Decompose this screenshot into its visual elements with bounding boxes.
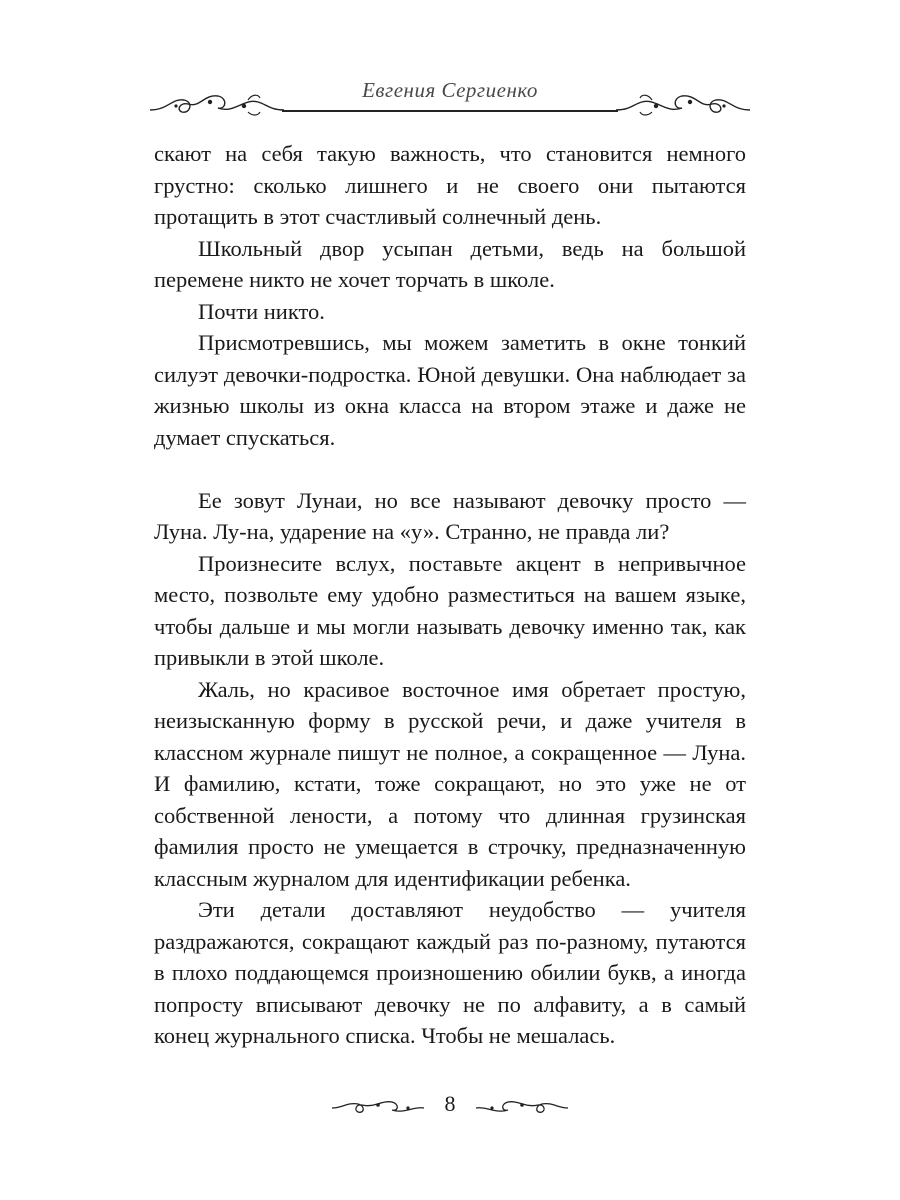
page-footer bbox=[330, 1086, 570, 1130]
paragraph: Почти никто. bbox=[198, 298, 325, 324]
paragraph: Присмотревшись, мы можем заметить в окне тонкий силуэт девочки-подростка. Юной девушки. Она наблюдает за жизнью школы из окна класса на втором этаже и даже не думает спускаться. bbox=[154, 330, 746, 450]
running-header bbox=[148, 66, 752, 136]
body-text bbox=[154, 138, 746, 1052]
footer-flourish-right-icon bbox=[474, 1094, 570, 1118]
author-name: Евгения Сергиенко bbox=[362, 78, 538, 102]
paragraph: Ее зовут Лунаи, но все называют девочку просто — Луна. Лу-на, ударение на «у». Странно, не правда ли? bbox=[154, 487, 746, 544]
paragraph: Произнесите вслух, поставьте акцент в непривычное место, позвольте ему удобно разместиться на вашем языке, чтобы дальше и мы могли называть девочку именно так, как привыкли в этой школе. bbox=[154, 550, 746, 670]
paragraph: Школьный двор усыпан детьми, ведь на большой перемене никто не хочет торчать в школе. bbox=[154, 235, 746, 292]
paragraph: Жаль, но красивое восточное имя обретает простую, неизысканную форму в русской речи, и даже учителя в классном журнале пишут не полное, а сокращенное — Луна. И фамилию, кстати, тоже сокращают, но это уже не от собственной лености, а потому что длинная грузинская фамилия просто не умещается в строчку, предназначенную классным журналом для идентификации ребенка. bbox=[154, 676, 746, 891]
page-number: 8 bbox=[444, 1091, 456, 1116]
header-rule bbox=[282, 110, 618, 112]
paragraph: скают на себя такую важность, что становится немного грустно: сколько лишнего и не своего они пытаются протащить в этот счастливый солнечный день. bbox=[154, 141, 746, 229]
paragraph: Эти детали доставляют неудобство — учителя раздражаются, сокращают каждый раз по-разному, путаются в плохо поддающемся произношению обилии букв, а иногда попросту вписывают девочку не по алфавиту, а в самый конец журнального списка. Чтобы не мешалась. bbox=[154, 897, 746, 1048]
flourish-right-icon bbox=[612, 86, 752, 120]
